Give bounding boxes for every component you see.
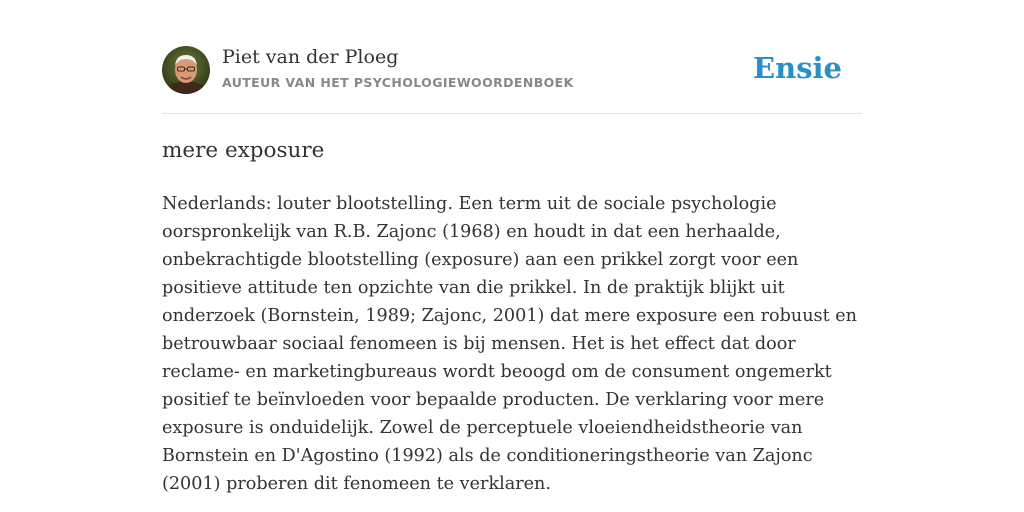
brand-logo[interactable]: Ensie: [753, 51, 842, 85]
entry-definition: Nederlands: louter blootstelling. Een term uit de sociale psychologie oorspronkelijk van R.B. Zajonc (1968) en houdt in dat een herhaalde, onbekrachtigde blootstelling (exposure) aan een prikkel zorgt voor een positieve attitude ten opzichte van die prikkel. In de praktijk blijkt uit onderzoek (Bornstein, 1989; Zajonc, 2001) dat mere exposure een robuust en betrouwbaar sociaal fenomeen is bij mensen. Het is het effect dat door reclame- en marketingbureaus wordt beoogd om de consument ongemerkt positief te beïnvloeden voor bepaalde producten. De verklaring voor mere exposure is onduidelijk. Zowel de perceptuele vloeiendheidstheorie van Bornstein en D'Agostino (1992) als de conditioneringstheorie van Zajonc (2001) proberen dit fenomeen te verklaren.: [162, 194, 857, 494]
author-role: AUTEUR VAN HET PSYCHOLOGIEWOORDENBOEK: [222, 75, 574, 90]
entry-card: [162, 0, 862, 512]
author-avatar[interactable]: [162, 46, 210, 94]
author-name[interactable]: Piet van der Ploeg: [222, 46, 399, 68]
author-header: [162, 46, 862, 96]
header-divider: [162, 113, 862, 114]
entry-term: mere exposure: [162, 138, 325, 163]
author-photo-icon: [162, 46, 210, 94]
